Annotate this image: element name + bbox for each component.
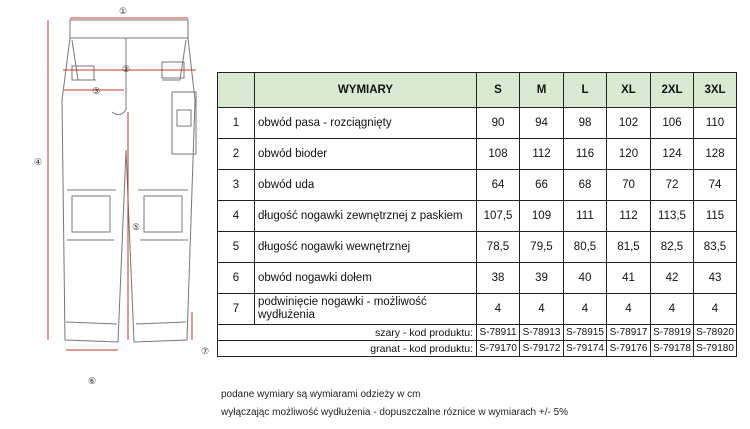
cargo-pocket (172, 92, 196, 154)
row-label: podwinięcie nogawki - możliwość wydłużenia (255, 294, 477, 325)
header-label: WYMIARY (255, 73, 477, 108)
table-row (218, 201, 737, 232)
table-row (218, 232, 737, 263)
table-header-row (218, 73, 737, 108)
cell-value: 98 (564, 108, 607, 139)
code-value: S-79170 (477, 341, 520, 357)
code-value: S-78919 (651, 325, 694, 341)
code-value: S-79174 (564, 341, 607, 357)
size-table (217, 72, 737, 357)
marker-3: ③ (91, 86, 101, 96)
code-value: S-79176 (607, 341, 651, 357)
left-pocket-flap (72, 66, 94, 80)
code-label: granat - kod produktu: (255, 341, 477, 357)
note-tolerance: wyłączając możliwość wydłużenia - dopuszczalne róznice w wymiarach +/- 5% (221, 407, 569, 418)
code-value: S-79180 (694, 341, 737, 357)
marker-7: ⑦ (200, 346, 210, 356)
code-value: S-78911 (477, 325, 520, 341)
marker-6: ⑥ (87, 376, 97, 386)
cell-value: 66 (520, 170, 564, 201)
row-label: obwód bioder (255, 139, 477, 170)
header-size: 2XL (651, 73, 694, 108)
row-label: obwód pasa - rozciągnięty (255, 108, 477, 139)
header-number (218, 73, 255, 108)
row-number: 6 (218, 263, 255, 294)
table-row (218, 108, 737, 139)
cell-value: 113,5 (651, 201, 694, 232)
cell-value: 110 (694, 108, 737, 139)
table-row (218, 263, 737, 294)
cell-value: 4 (520, 294, 564, 325)
row-number: 4 (218, 201, 255, 232)
cell-value: 94 (520, 108, 564, 139)
code-value: S-78913 (520, 325, 564, 341)
cell-value: 108 (477, 139, 520, 170)
header-size: L (564, 73, 607, 108)
row-label: obwód nogawki dołem (255, 263, 477, 294)
table-row (218, 170, 737, 201)
cell-value: 111 (564, 201, 607, 232)
cell-value: 4 (694, 294, 737, 325)
cell-value: 112 (520, 139, 564, 170)
cell-value: 38 (477, 263, 520, 294)
cell-value: 120 (607, 139, 651, 170)
cell-value: 128 (694, 139, 737, 170)
cell-value: 79,5 (520, 232, 564, 263)
header-size: M (520, 73, 564, 108)
code-value: S-79178 (651, 341, 694, 357)
cell-value: 39 (520, 263, 564, 294)
right-pocket (162, 40, 186, 80)
cell-value: 4 (651, 294, 694, 325)
cell-value: 42 (651, 263, 694, 294)
code-value: S-78915 (564, 325, 607, 341)
row-number: 3 (218, 170, 255, 201)
row-number: 5 (218, 232, 255, 263)
marker-1: ① (118, 6, 128, 16)
right-knee-pad (144, 196, 182, 232)
header-size: 3XL (694, 73, 737, 108)
cell-value: 81,5 (607, 232, 651, 263)
header-size: S (477, 73, 520, 108)
code-label: szary - kod produktu: (255, 325, 477, 341)
cell-value: 4 (564, 294, 607, 325)
row-number: 1 (218, 108, 255, 139)
cell-value: 4 (477, 294, 520, 325)
trousers-technical-drawing (0, 0, 215, 395)
row-label: długość nogawki wewnętrznej (255, 232, 477, 263)
left-pocket (72, 40, 96, 80)
marker-2: ② (121, 64, 131, 74)
code-value: S-79172 (520, 341, 564, 357)
code-value: S-78920 (694, 325, 737, 341)
cell-value: 124 (651, 139, 694, 170)
row-number: 2 (218, 139, 255, 170)
note-measurements: podane wymiary są wymiarami odzieży w cm (221, 389, 421, 400)
marker-4: ④ (33, 157, 43, 167)
cell-value: 106 (651, 108, 694, 139)
cell-value: 78,5 (477, 232, 520, 263)
cell-value: 115 (694, 201, 737, 232)
table-row (218, 139, 737, 170)
cell-value: 41 (607, 263, 651, 294)
cell-value: 112 (607, 201, 651, 232)
cell-value: 109 (520, 201, 564, 232)
waistband (70, 20, 188, 38)
header-size: XL (607, 73, 651, 108)
table-row (218, 294, 737, 325)
cell-value: 72 (651, 170, 694, 201)
cell-value: 43 (694, 263, 737, 294)
product-code-row (218, 341, 737, 357)
fly-seam (112, 38, 126, 115)
code-value: S-78917 (607, 325, 651, 341)
cell-value: 4 (607, 294, 651, 325)
cell-value: 82,5 (651, 232, 694, 263)
cell-value: 80,5 (564, 232, 607, 263)
row-number: 7 (218, 294, 255, 325)
marker-5: ⑤ (131, 222, 141, 232)
hem-seams (66, 322, 186, 324)
row-label: długość nogawki zewnętrznej z paskiem (255, 201, 477, 232)
cell-value: 107,5 (477, 201, 520, 232)
blank-cell (218, 325, 255, 341)
cell-value: 83,5 (694, 232, 737, 263)
cell-value: 74 (694, 170, 737, 201)
cell-value: 116 (564, 139, 607, 170)
cell-value: 68 (564, 170, 607, 201)
cell-value: 64 (477, 170, 520, 201)
product-code-row (218, 325, 737, 341)
cell-value: 90 (477, 108, 520, 139)
left-knee-pad (72, 196, 110, 232)
blank-cell (218, 341, 255, 357)
cell-value: 40 (564, 263, 607, 294)
row-label: obwód uda (255, 170, 477, 201)
cell-value: 70 (607, 170, 651, 201)
cell-value: 102 (607, 108, 651, 139)
phone-pocket (177, 110, 191, 126)
